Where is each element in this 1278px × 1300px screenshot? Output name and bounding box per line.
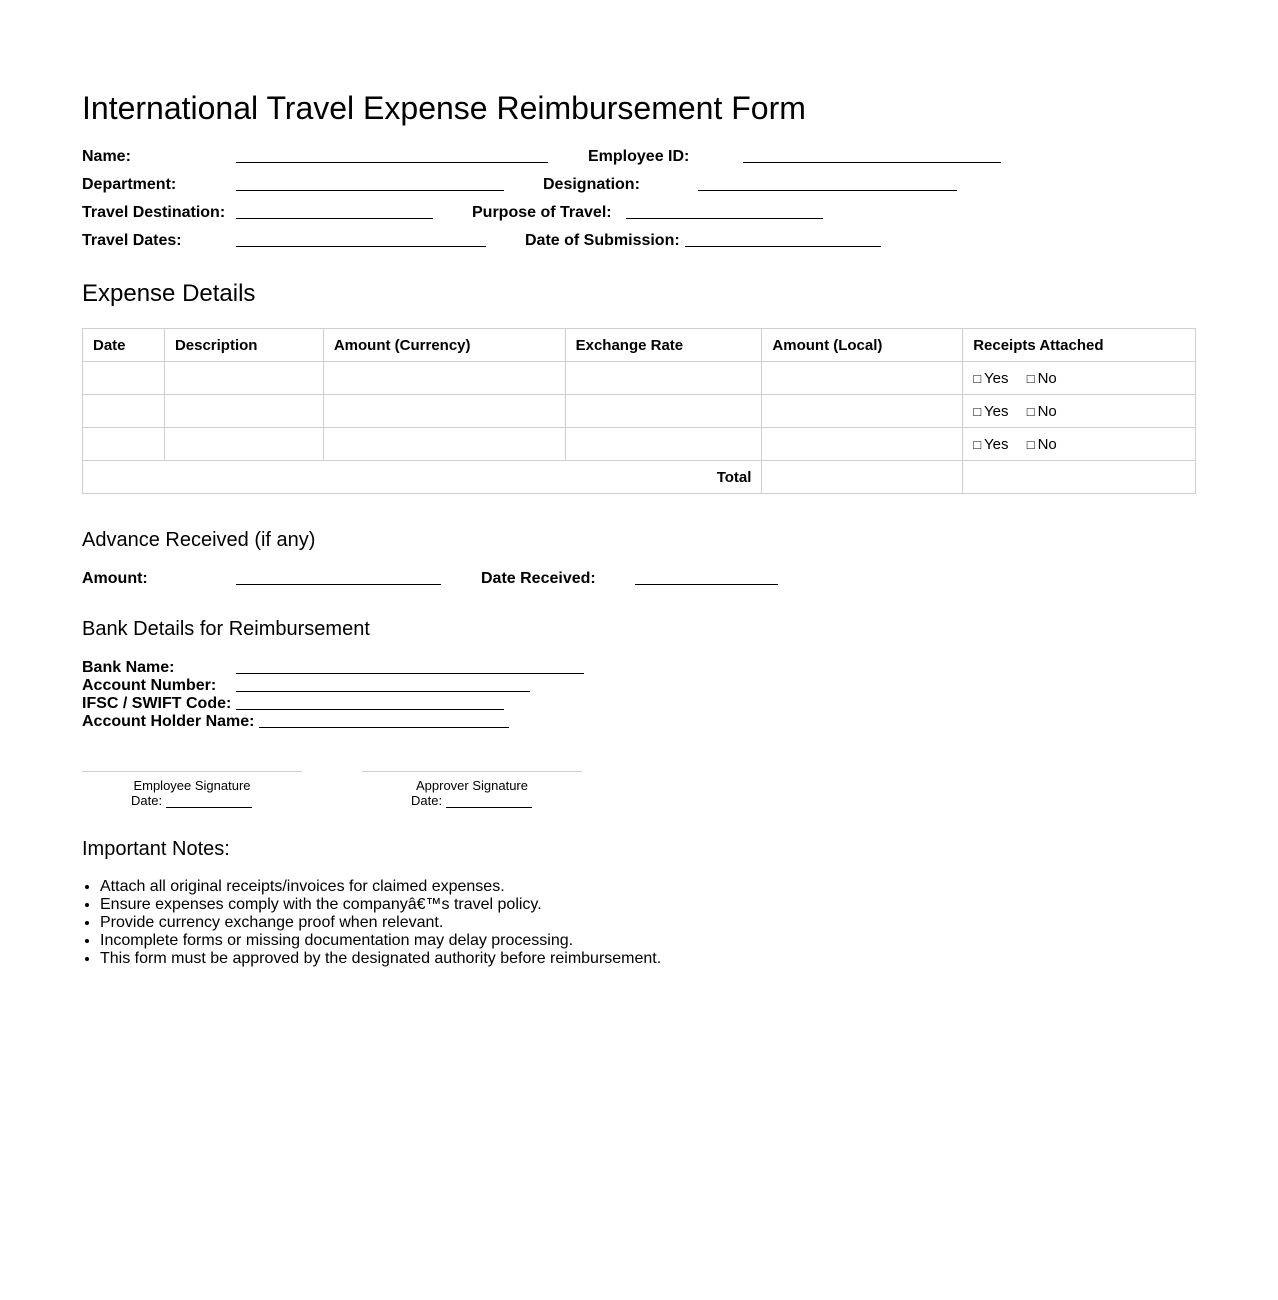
date-label: Date:	[131, 793, 163, 808]
approver-date-field[interactable]	[446, 794, 532, 808]
date-received-field[interactable]	[635, 584, 778, 585]
table-row	[83, 362, 1196, 395]
checkbox-icon[interactable]: □	[973, 370, 982, 386]
table-row	[83, 428, 1196, 461]
receipts-cell	[963, 362, 1196, 395]
notes-list	[82, 878, 661, 968]
checkbox-icon[interactable]: □	[1026, 370, 1035, 386]
receipt-yes-option[interactable]	[973, 436, 1008, 453]
col-receipts-attached: Receipts Attached	[963, 329, 1196, 362]
amount-currency-cell[interactable]	[323, 428, 565, 461]
receipt-no-option[interactable]	[1027, 370, 1057, 387]
col-amount-local: Amount (Local)	[762, 329, 963, 362]
date-label: Date:	[411, 793, 443, 808]
account-holder-field[interactable]	[259, 727, 509, 728]
checkbox-icon[interactable]: □	[973, 403, 982, 419]
expense-header-row	[83, 329, 1196, 362]
designation-label: Designation:	[543, 176, 640, 193]
receipt-yes-option[interactable]	[973, 403, 1008, 420]
exchange-rate-cell[interactable]	[565, 362, 762, 395]
expense-table	[82, 328, 1196, 494]
bank-name-field[interactable]	[236, 673, 584, 674]
approver-signature-label: Approver Signature	[415, 778, 528, 793]
description-cell[interactable]	[164, 428, 323, 461]
receipt-no-option[interactable]	[1027, 403, 1057, 420]
receipts-cell	[963, 428, 1196, 461]
name-field[interactable]	[236, 162, 548, 163]
exchange-rate-cell[interactable]	[565, 428, 762, 461]
account-number-label: Account Number:	[82, 677, 217, 694]
account-holder-label: Account Holder Name:	[82, 713, 255, 730]
total-label: Total	[83, 461, 762, 494]
total-row	[83, 461, 1196, 494]
ifsc-swift-field[interactable]	[236, 709, 504, 710]
list-item: • Attach all original receipts/invoices for claimed expenses.	[100, 878, 661, 896]
col-description: Description	[164, 329, 323, 362]
employee-date-field[interactable]	[166, 794, 252, 808]
account-number-field[interactable]	[236, 691, 530, 692]
employee-id-field[interactable]	[743, 162, 1001, 163]
list-item: • Ensure expenses comply with the companyâ€™s travel policy.	[100, 896, 661, 914]
name-label: Name:	[82, 148, 131, 165]
advance-amount-field[interactable]	[236, 584, 441, 585]
receipt-no-option[interactable]	[1027, 436, 1057, 453]
description-cell[interactable]	[164, 362, 323, 395]
receipt-yes-option[interactable]	[973, 370, 1008, 387]
advance-heading: Advance Received (if any)	[82, 529, 316, 551]
date-cell[interactable]	[83, 428, 165, 461]
notes-heading: Important Notes:	[82, 838, 230, 860]
date-cell[interactable]	[83, 362, 165, 395]
form-title: International Travel Expense Reimbursement Form	[82, 90, 806, 126]
checkbox-icon[interactable]: □	[973, 436, 982, 452]
col-exchange-rate: Exchange Rate	[565, 329, 762, 362]
yes-label: Yes	[984, 402, 1009, 420]
designation-field[interactable]	[698, 190, 957, 191]
bank-heading: Bank Details for Reimbursement	[82, 618, 370, 640]
checkbox-icon[interactable]: □	[1026, 436, 1035, 452]
employee-signature-label: Employee Signature	[133, 778, 251, 793]
department-field[interactable]	[236, 190, 504, 191]
list-item: • Provide currency exchange proof when relevant.	[100, 914, 661, 932]
no-label: No	[1037, 369, 1057, 387]
ifsc-swift-label: IFSC / SWIFT Code:	[82, 695, 232, 712]
bank-name-label: Bank Name:	[82, 659, 175, 676]
travel-destination-label: Travel Destination:	[82, 204, 226, 221]
list-item: • This form must be approved by the designated authority before reimbursement.	[100, 950, 661, 968]
purpose-of-travel-field[interactable]	[626, 218, 823, 219]
date-cell[interactable]	[83, 395, 165, 428]
amount-local-cell[interactable]	[762, 428, 963, 461]
table-row	[83, 395, 1196, 428]
receipts-cell	[963, 395, 1196, 428]
advance-amount-label: Amount:	[82, 570, 148, 587]
purpose-of-travel-label: Purpose of Travel:	[472, 204, 612, 221]
exchange-rate-cell[interactable]	[565, 395, 762, 428]
date-of-submission-field[interactable]	[685, 246, 881, 247]
no-label: No	[1037, 435, 1057, 453]
employee-id-label: Employee ID:	[588, 148, 690, 165]
amount-local-cell[interactable]	[762, 362, 963, 395]
expense-details-heading: Expense Details	[82, 280, 256, 307]
travel-destination-field[interactable]	[236, 218, 433, 219]
list-item: • Incomplete forms or missing documentation may delay processing.	[100, 932, 661, 950]
amount-local-cell[interactable]	[762, 395, 963, 428]
travel-dates-label: Travel Dates:	[82, 232, 182, 249]
col-date: Date	[83, 329, 165, 362]
employee-signature-line[interactable]	[82, 771, 302, 772]
total-amount-local-cell[interactable]	[762, 461, 963, 494]
amount-currency-cell[interactable]	[323, 395, 565, 428]
no-label: No	[1037, 402, 1057, 420]
date-of-submission-label: Date of Submission:	[525, 232, 680, 249]
description-cell[interactable]	[164, 395, 323, 428]
department-label: Department:	[82, 176, 177, 193]
yes-label: Yes	[984, 435, 1009, 453]
yes-label: Yes	[984, 369, 1009, 387]
approver-signature-line[interactable]	[362, 771, 582, 772]
total-receipts-cell	[963, 461, 1196, 494]
approver-signature-date	[411, 793, 532, 808]
col-amount-currency: Amount (Currency)	[323, 329, 565, 362]
checkbox-icon[interactable]: □	[1026, 403, 1035, 419]
employee-signature-date	[131, 793, 252, 808]
amount-currency-cell[interactable]	[323, 362, 565, 395]
travel-dates-field[interactable]	[236, 246, 486, 247]
date-received-label: Date Received:	[481, 570, 596, 587]
